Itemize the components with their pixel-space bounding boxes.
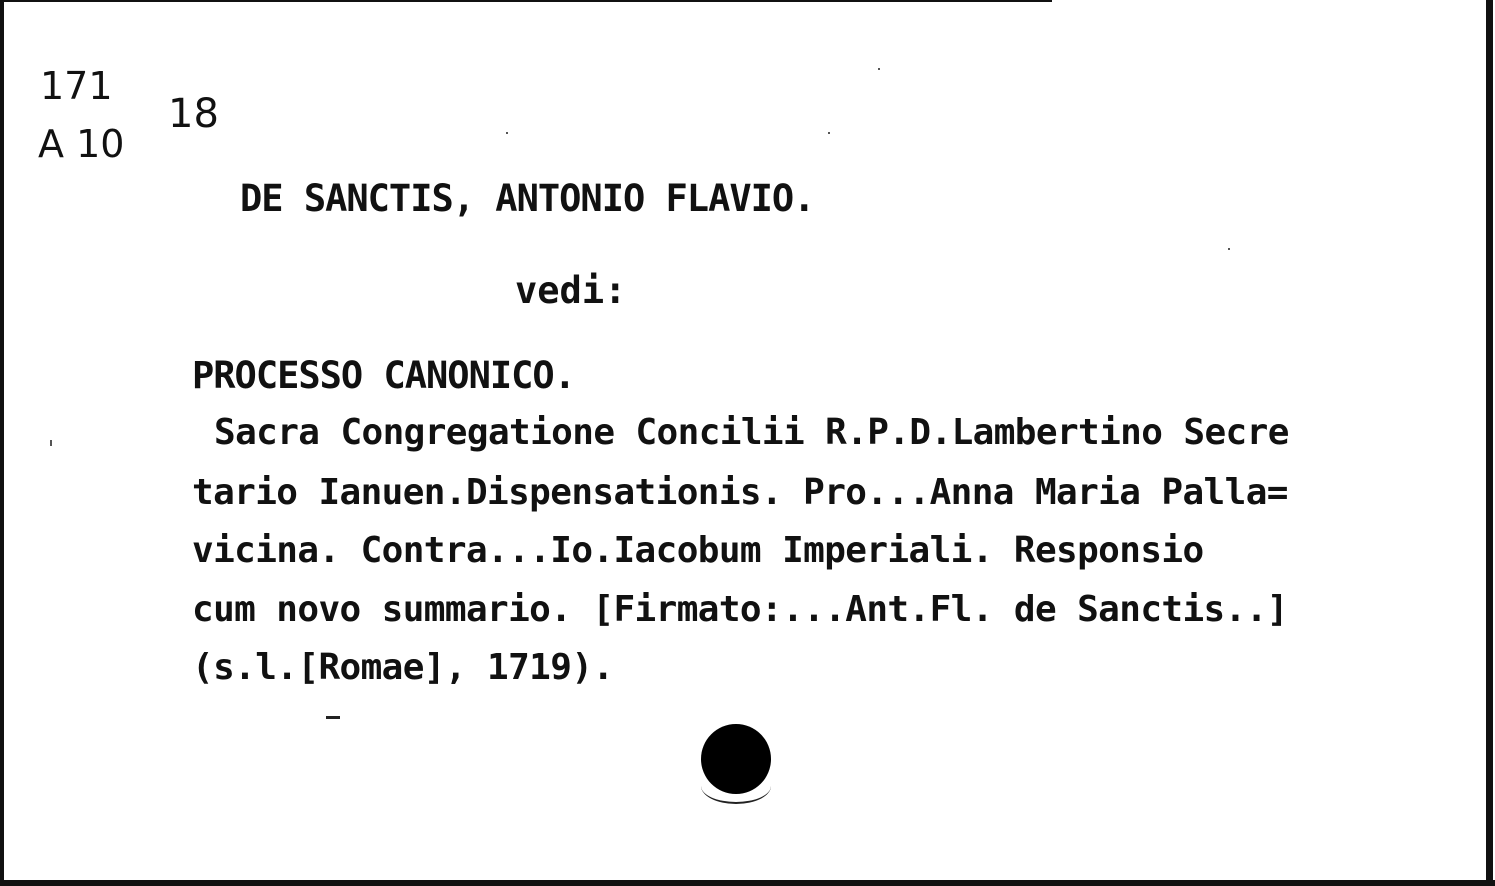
see-reference: vedi: — [515, 269, 627, 312]
dust-speck — [1228, 248, 1230, 250]
card-edge-bottom — [0, 880, 1495, 886]
card-edge-left — [0, 0, 4, 886]
subject-heading: PROCESSO CANONICO. — [192, 354, 575, 397]
shelfmark-line-2: A 10 — [38, 122, 125, 166]
dust-speck — [828, 132, 830, 134]
shelfmark-number: 18 — [168, 91, 219, 137]
punch-hole-rim — [701, 768, 771, 804]
dust-speck — [50, 440, 52, 446]
author-heading: DE SANCTIS, ANTONIO FLAVIO. — [240, 177, 815, 220]
description-line-1: Sacra Congregatione Concilii R.P.D.Lambertino Secre — [214, 412, 1289, 453]
dust-speck — [506, 132, 508, 134]
description-line-5: (s.l.[Romae], 1719). — [192, 647, 614, 688]
stray-mark — [326, 716, 340, 719]
description-line-2: tario Ianuen.Dispensationis. Pro...Anna Maria Palla= — [192, 472, 1288, 513]
card-edge-top — [0, 0, 1052, 2]
card-edge-right — [1486, 0, 1493, 886]
dust-speck — [878, 68, 880, 70]
shelfmark-line-1: 171 — [40, 64, 113, 108]
description-line-4: cum novo summario. [Firmato:...Ant.Fl. de Sanctis..] — [192, 589, 1288, 630]
description-line-3: vicina. Contra...Io.Iacobum Imperiali. Responsio — [192, 530, 1204, 571]
